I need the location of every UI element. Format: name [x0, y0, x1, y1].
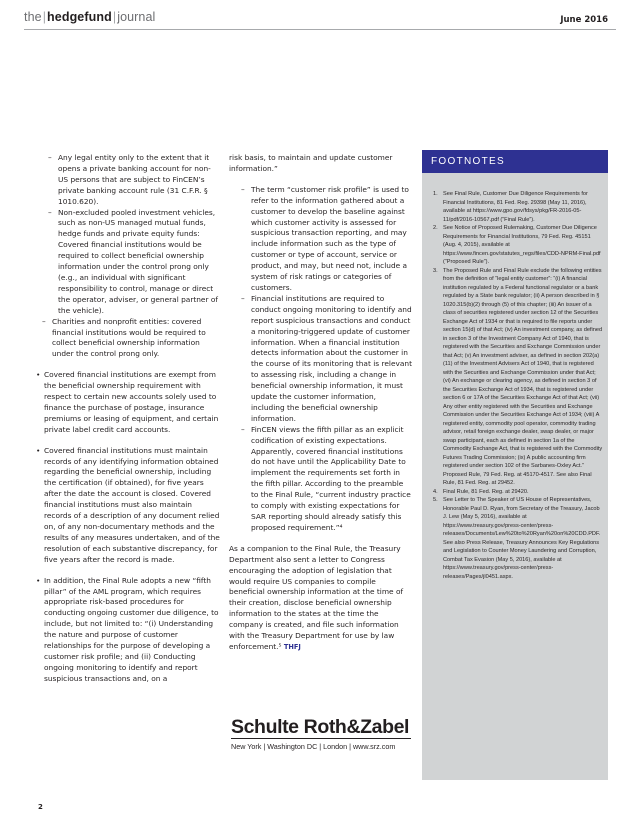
- dash-item-text: FinCEN views the fifth pillar as an explicit codification of existing expectations. Apparently, covered financial institutions do not have until the Applicability Date to implement the requirements set forth in the fifth pillar. According to the preamble to the Final Rule, “current industry practice to comply with existing expectations for SAR reporting should already satisfy this proposed requirement.”⁴: [251, 424, 411, 532]
- dash-item-text: Charities and nonprofit entities: covered financial institutions would be required to collect beneficial ownership information under the control prong only.: [52, 316, 206, 359]
- dash-item-customer-risk-profile: [229, 185, 412, 294]
- bullet-mark: •: [36, 445, 41, 455]
- firm-offices: New York | Washington DC | London | www.srz.com: [231, 742, 396, 751]
- dash-item-pooled-vehicles: [36, 208, 220, 317]
- dash-mark: –: [241, 424, 245, 434]
- dash-item-text: Any legal entity only to the extent that it opens a private banking account for non-US persons that are subject to FinCEN’s private banking account rule (31 C.F.R. § 1010.620).: [58, 153, 211, 206]
- footnote-text: Final Rule, 81 Fed. Reg. at 29420.: [443, 488, 529, 495]
- end-mark: THFJ: [283, 642, 301, 651]
- dash-mark: –: [48, 207, 52, 217]
- masthead-hedgefund: hedgefund: [47, 10, 112, 24]
- footnote-item: [426, 224, 603, 267]
- closing-paragraph: [229, 544, 412, 653]
- masthead: [24, 10, 155, 24]
- footnote-item: [426, 190, 603, 224]
- left-column: [36, 153, 220, 685]
- footnotes-list: [426, 190, 603, 581]
- firm-logo: Schulte Roth&Zabel: [231, 716, 410, 738]
- bullet-mark: •: [36, 370, 41, 380]
- dash-item-text: Financial institutions are required to conduct ongoing monitoring to identify and report suspicious transactions and conduct a monitoring-triggered update of customer information. When a financial institution detects information about the customer in the course of its monitoring that is relevant to assessing risk, including a change in beneficial ownership information, it must update the customer information, including the beneficial ownership information.: [251, 293, 412, 423]
- bullet-mark: •: [36, 575, 41, 585]
- dash-mark: –: [241, 293, 245, 303]
- footnote-number: 3.: [433, 267, 438, 274]
- continuation-paragraph: risk basis, to maintain and update customer information.”: [229, 153, 393, 173]
- header-rule: [24, 29, 616, 30]
- footnote-text: The Proposed Rule and Final Rule exclude the following entities from the definition of “legal entity customer”: “(i) A financial institution regulated by a Federal functional regulator or a bank regulated by a State bank regulator; (ii) A person described in § 1020.315(b)(2) through (5) of this chapter; (iii) An issuer of a class of securities registered under section 12 of the Securities Exchange Act of 1934 or that is required to file reports under section 15(d) of that Act; (iv) An investment company, as defined in section 3 of the Investment Company Act of 1940, that is registered with the Securities and Exchange Commission under that Act; (v) An investment adviser, as defined in section 202(a)(11) of the Investment Advisers Act of 1940, that is registered with the Securities and Exchange Commission under that Act; (vi) An exchange or clearing agency, as defined in section 3 of the Securities Exchange Act of 1934, that is registered under section 6 or 17A of the Securities Exchange Act of that Act; (vii) Any other entity registered with the Securities and Exchange Commission under the Securities Exchange Act of 1934; (viii) A registered entity, commodity pool operator, commodity trading advisor, retail foreign exchange dealer, swap dealer, or major swap participant, each as defined in section 1a of the Commodity Exchange Act, that is registered with the Commodity Futures Trading Commission; (ix) A public accounting firm registered under section 102 of the Sarbanes-Oxley Act.” Proposed Rule, 79 Fed. Reg. at 45170-4517. See also Final Rule, 81 Fed. Reg. at 29452.: [443, 267, 603, 486]
- issue-date: June 2016: [560, 15, 608, 25]
- footnote-number: 2.: [433, 225, 438, 231]
- dash-mark: –: [48, 153, 52, 162]
- footnotes-title: FOOTNOTES: [422, 150, 608, 173]
- dash-mark: –: [42, 316, 46, 326]
- dash-item-legal-entity: [36, 153, 220, 208]
- dash-mark: –: [241, 184, 245, 194]
- dash-item-fincen-views: [229, 425, 412, 534]
- masthead-divider: |: [112, 10, 117, 24]
- bullet-item-text: Covered financial institutions are exempt from the beneficial ownership requirement with respect to certain new accounts solely used to finance the purchase of postage, insurance premiums or leasing of equipment, and certain private label credit card accounts.: [44, 370, 219, 434]
- bullet-item-text: Covered financial institutions must maintain records of any identifying information obtained regarding the beneficial ownership, including the certification (if obtained), for five years after the date the account is closed. Covered financial institutions must also maintain records of a description of any document relied on, of any non-documentary methods and the results of any measures undertaken, and of the resolution of each substantive discrepancy, for five years after the record is made.: [44, 445, 220, 564]
- dash-item-charities: [36, 317, 220, 361]
- footnote-number: 5.: [433, 497, 438, 503]
- page-number: 2: [38, 803, 43, 811]
- bullet-item-text: In addition, the Final Rule adopts a new “fifth pillar” of the AML program, which requires appropriate risk-based procedures for conducting ongoing customer due diligence, to include, but not limited to: “(i) Understanding the nature and purpose of customer relationships for the purpose of developing a customer risk profile; and (ii) Conducting ongoing monitoring to identify and report suspicious transactions and, on a: [44, 575, 219, 683]
- masthead-the: the: [24, 10, 42, 24]
- footnote-item: [426, 488, 603, 497]
- footnote-item: [426, 267, 603, 488]
- footnote-text: See Final Rule, Customer Due Diligence Requirements for Financial Institutions, 81 Fed. Reg. 29398 (May 11, 2016), available at https://www.gpo.gov/fdsys/pkg/FR-2016-05-11/pdf/2016-10567.pdf (“Final Rule”).: [443, 191, 588, 223]
- middle-column: [229, 153, 412, 653]
- footnote-text: See Letter to The Speaker of US House of Representatives, Honorable Paul D. Ryan, from Secretary of the Treasury, Jacob J. Lew (May 5, 2016), available at https://www.treasury.gov/press-center/press-releases/Documents/Lew%20to%20Ryan%20on%20CDD.PDF. See also Press Release, Treasury Announces Key Regulations and Legislation to Counter Money Laundering and Corruption, Combat Tax Evasion (May 5, 2016), available at https://www.treasury.gov/press-center/press-releases/Pages/jl0451.aspx.: [443, 497, 601, 580]
- logo-rule: [231, 738, 411, 739]
- closing-text: As a companion to the Final Rule, the Treasury Department also sent a letter to Congress encouraging the adoption of legislation that would require US companies to compile beneficial ownership information at the time of their creation, disclose beneficial ownership information to the states at the time the company is created, and file such information with the Treasury Department for use by law enforcement.⁵: [229, 543, 404, 651]
- footnote-text: See Notice of Proposed Rulemaking, Customer Due Diligence Requirements for Financial Institutions, 79 Fed. Reg. 45151 (Aug. 4, 2015), available at https://www.fincen.gov/statutes_regs/files/CDD-NPRM-Final.pdf (“Proposed Rule”).: [443, 225, 601, 265]
- masthead-journal: journal: [117, 10, 156, 24]
- masthead-divider: |: [42, 10, 47, 24]
- dash-item-text: Non-excluded pooled investment vehicles, such as non-US managed mutual funds, hedge funds and private equity funds: Covered financial institutions would be required to collect beneficial ownership information under the control prong only (e.g., an individual with significant responsibility to control, manage or direct the operator, adviser, or general partner of the vehicle).: [58, 207, 218, 315]
- footnote-number: 1.: [433, 191, 438, 197]
- bullet-item-exempt-accounts: [36, 370, 220, 435]
- dash-item-ongoing-monitoring: [229, 294, 412, 425]
- bullet-item-recordkeeping: [36, 446, 220, 566]
- bullet-item-fifth-pillar: [36, 576, 220, 685]
- footnote-number: 4.: [433, 488, 438, 495]
- footnote-item: [426, 496, 603, 581]
- dash-item-text: The term “customer risk profile” is used to refer to the information gathered about a customer to develop the baseline against which customer activity is assessed for suspicious transaction reporting, and may include information such as the type of customer or type of account, service or product, and may, but need not, include a system of risk ratings or categories of customers.: [251, 184, 409, 292]
